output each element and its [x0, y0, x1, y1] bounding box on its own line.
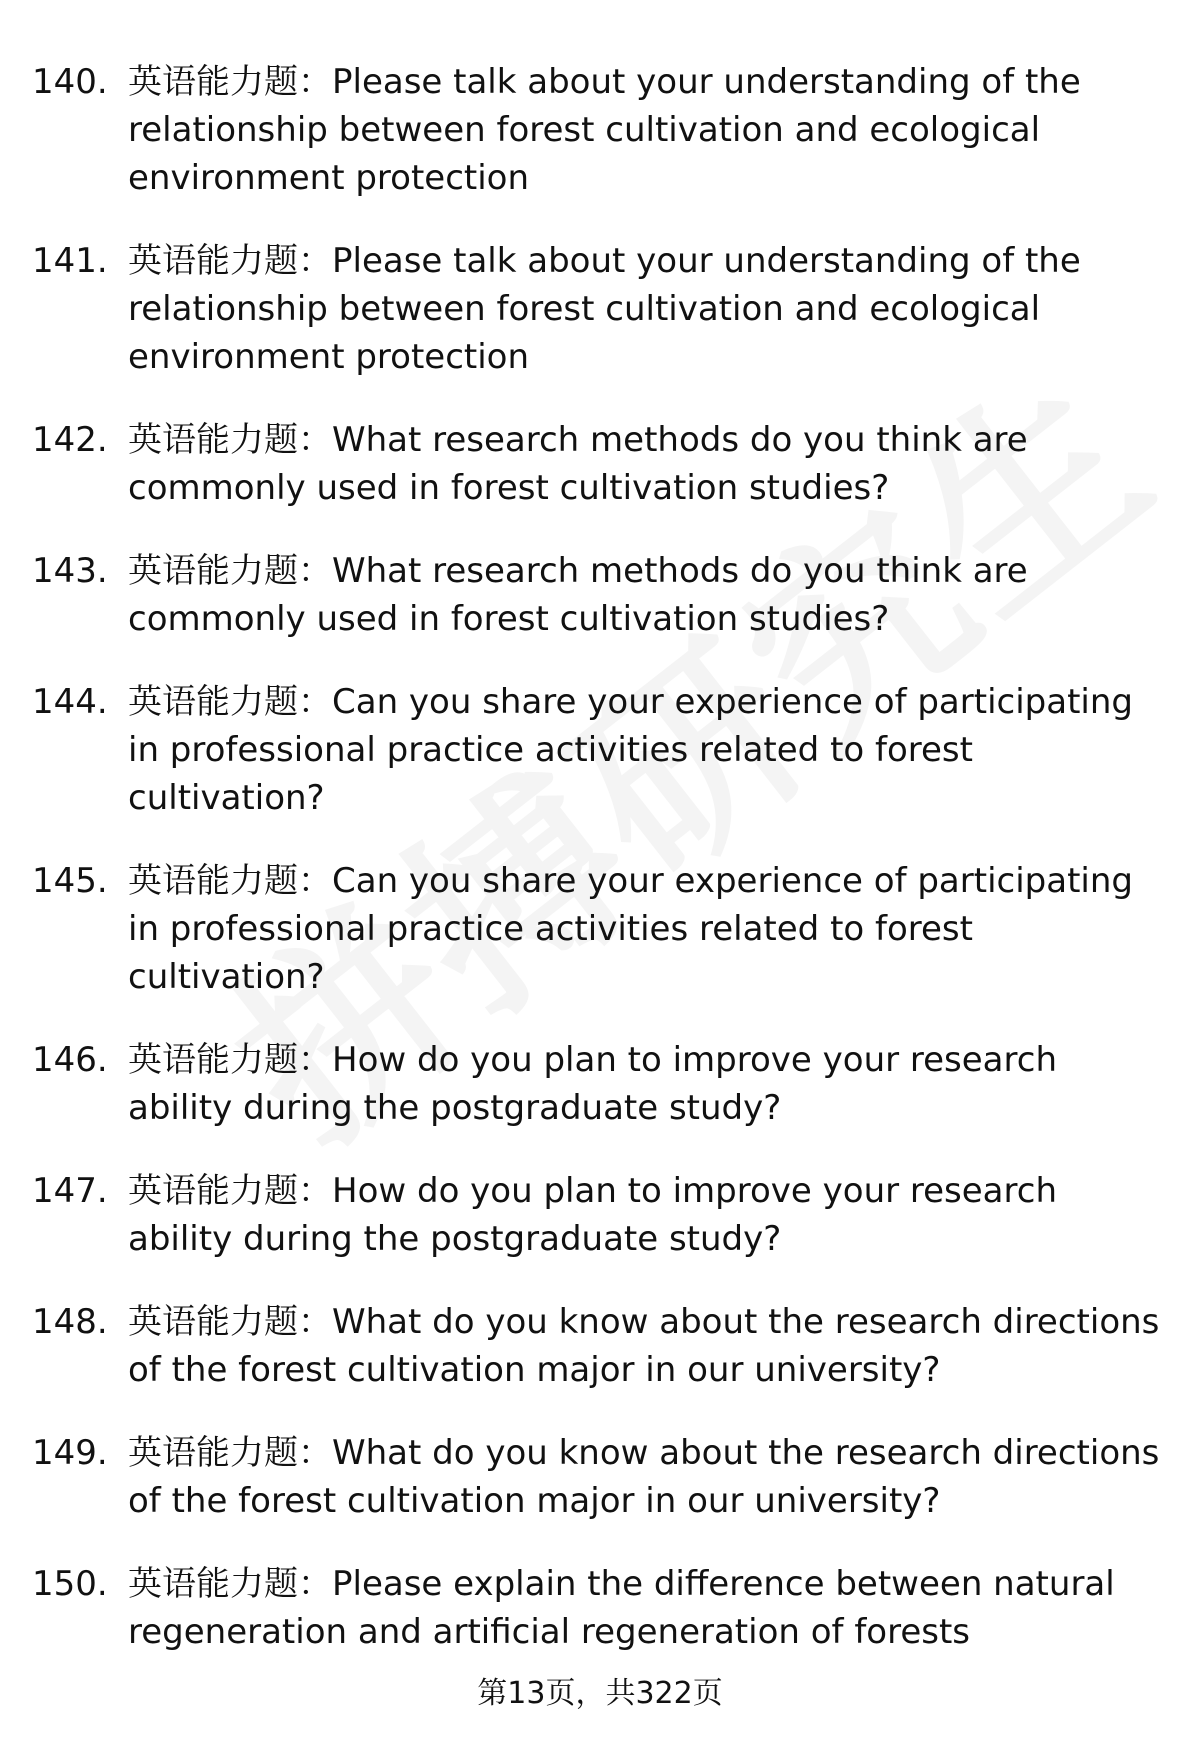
question-text — [128, 58, 1168, 202]
question-number: 141. — [32, 241, 108, 281]
question-number: 150. — [32, 1564, 108, 1604]
list-item — [0, 547, 1200, 643]
question-text — [128, 1560, 1168, 1656]
question-body: What do you know about the research directions of the forest cultivation major in our university? — [128, 1302, 1160, 1390]
question-label: 英语能力题： — [128, 241, 332, 281]
question-text — [128, 857, 1168, 1001]
question-body: Can you share your experience of participating in professional practice activities related to forest cultivation? — [128, 861, 1133, 997]
list-item — [0, 237, 1200, 381]
question-text — [128, 1167, 1168, 1263]
question-label: 英语能力题： — [128, 861, 332, 901]
question-label: 英语能力题： — [128, 1564, 332, 1604]
question-label: 英语能力题： — [128, 62, 332, 102]
list-item — [0, 1036, 1200, 1132]
question-label: 英语能力题： — [128, 682, 332, 722]
page-footer: 第13页，共322页 — [477, 1676, 723, 1711]
question-text — [128, 547, 1168, 643]
question-text — [128, 678, 1168, 822]
question-body: What do you know about the research directions of the forest cultivation major in our university? — [128, 1433, 1160, 1521]
question-list — [0, 58, 1200, 1691]
list-item — [0, 1298, 1200, 1394]
question-label: 英语能力题： — [128, 1171, 332, 1211]
question-text — [128, 416, 1168, 512]
question-text — [128, 1036, 1168, 1132]
list-item — [0, 678, 1200, 822]
question-text — [128, 1298, 1168, 1394]
question-number: 149. — [32, 1433, 108, 1473]
list-item — [0, 58, 1200, 202]
list-item — [0, 1560, 1200, 1656]
question-label: 英语能力题： — [128, 420, 332, 460]
question-number: 148. — [32, 1302, 108, 1342]
question-number: 144. — [32, 682, 108, 722]
question-number: 143. — [32, 551, 108, 591]
list-item — [0, 416, 1200, 512]
question-number: 147. — [32, 1171, 108, 1211]
question-body: How do you plan to improve your research ability during the postgraduate study? — [128, 1040, 1057, 1128]
question-number: 140. — [32, 62, 108, 102]
question-body: What research methods do you think are commonly used in forest cultivation studies? — [128, 420, 1028, 508]
question-text — [128, 237, 1168, 381]
question-label: 英语能力题： — [128, 1433, 332, 1473]
question-body: Please explain the difference between natural regeneration and artificial regeneration of forests — [128, 1564, 1115, 1652]
question-number: 142. — [32, 420, 108, 460]
question-body: Can you share your experience of participating in professional practice activities related to forest cultivation? — [128, 682, 1133, 818]
question-number: 146. — [32, 1040, 108, 1080]
list-item — [0, 857, 1200, 1001]
question-body: Please talk about your understanding of the relationship between forest cultivation and ecological environment protection — [128, 241, 1081, 377]
question-body: What research methods do you think are commonly used in forest cultivation studies? — [128, 551, 1028, 639]
question-number: 145. — [32, 861, 108, 901]
question-label: 英语能力题： — [128, 551, 332, 591]
list-item — [0, 1429, 1200, 1525]
list-item — [0, 1167, 1200, 1263]
question-body: How do you plan to improve your research ability during the postgraduate study? — [128, 1171, 1057, 1259]
question-body: Please talk about your understanding of the relationship between forest cultivation and ecological environment protection — [128, 62, 1081, 198]
question-label: 英语能力题： — [128, 1302, 332, 1342]
question-text — [128, 1429, 1168, 1525]
question-label: 英语能力题： — [128, 1040, 332, 1080]
